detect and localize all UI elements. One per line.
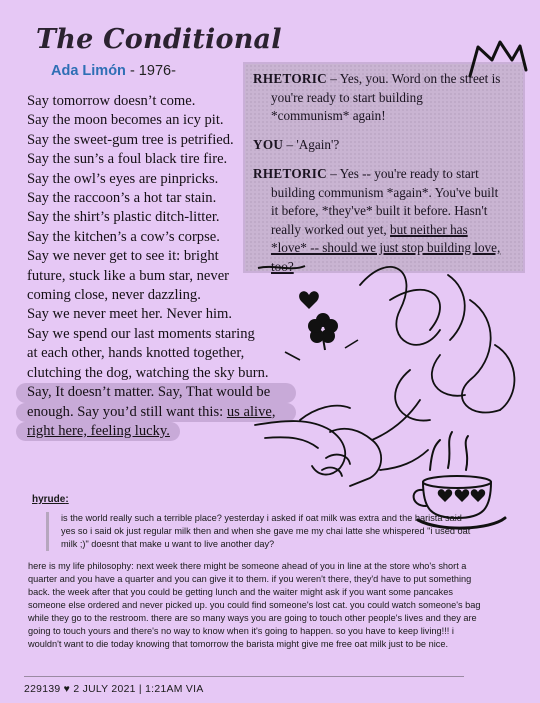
poem-line: Say the kitchen’s a cow’s corpse. [27,228,220,245]
dialogue-underlined: *love* -- should we just stop building love, [271,240,501,256]
poem-line: future, stuck like a bum star, never [27,267,230,284]
poem-line: Say we spend our last moments staring [27,325,255,342]
speaker-label: RHETORIC [253,166,327,181]
poem-line: at each other, hands knotted together, [27,345,245,362]
flower-icon [308,313,338,350]
dialogue-text: it before, *they've* built it before. Hasn't [271,203,488,219]
poem-line: Say the owl’s eyes are pinpricks. [27,170,219,187]
dialogue-dash: – [326,71,340,86]
poem-line: Say the raccoon’s a hot tar stain. [27,190,217,207]
spark-line [345,340,358,348]
reply-text: here is my life philosophy: next week there might be someone ahead of you in line at the store who's short a quarter and you have a quarter and you can give it to them. if you weren't there, they'd have to put something back. the week after that you could be getting lunch and the waiter might ask if you want some pancakes someone else ordered and never picked up. you could find someone's lost cat. you could watch someone's bag while they go to the restroom. there are so many ways you are going to touch other people's lives and they are going to touch yours and there's no way to know when it's going to happen. so you have to keep living!!! i wouldn't want to die today knowing that tomorrow the barista might give me free oat milk just to be nice. [28,561,481,649]
flowing-strands [360,267,514,421]
poem-line-underlined: right here, feeling lucky. [27,422,170,439]
poem-line: Say the moon becomes an icy pit. [27,112,224,129]
post-footer: 229139 ♥ 2 JULY 2021 | 1:21AM VIA [24,676,464,695]
quoted-post: is the world really such a terrible place? yesterday i asked if oat milk was extra and the barista said yes so i said ok just regular milk then and when she gave me my chai latte she whispered "i used oat milk ;)" doesnt that make u want to live another day? [46,512,471,551]
poem-line-part: enough. Say you’d still want this: [27,403,227,420]
dialogue-text: Yes, you. Word on the street is [339,71,501,86]
dialogue-text: *communism* again! [271,108,386,124]
poem-line: Say the sun’s a foul black tire fire. [27,151,228,168]
poem-line: Say tomorrow doesn’t come. [27,93,196,109]
poem-line: Say the shirt’s plastic ditch-litter. [27,209,220,226]
poem-line: coming close, never dazzling. [27,287,201,304]
poem-line-highlighted: Say, It doesn’t matter. Say, That would be [16,383,296,402]
poem-line: clutching the dog, watching the sky burn. [27,364,269,381]
dialogue-underlined: but neither has [390,221,468,237]
dialogue-text: really worked out yet, [271,221,391,237]
tumblr-username[interactable]: hyrude: [32,494,69,505]
poem-line: Say we never get to see it: bright [27,248,219,265]
speaker-label: YOU [253,137,284,152]
heart-icon [299,291,319,309]
poem-line: Say we never meet her. Never him. [27,306,233,323]
author-years: - 1976- [129,63,176,79]
squiggle-line [258,266,305,268]
poem-line-underlined: us alive, [226,403,276,420]
speaker-label: RHETORIC [253,71,327,86]
dialogue-text: building communism *again*. You've built [271,184,499,200]
author-name: Ada Limón [51,63,126,79]
scribble-icon [470,42,526,76]
poem-line: Say the sweet-gum tree is petrified. [27,131,234,148]
dialogue-text: – 'Again'? [283,137,340,152]
dialogue-text: you're ready to start building [271,89,423,105]
tumblr-post [10,486,530,703]
spark-line [285,352,300,360]
dialogue-text: – Yes -- you're ready to start [326,166,479,181]
poem-title: The Conditional [36,24,282,55]
dialogue-underlined: too? [271,258,294,274]
